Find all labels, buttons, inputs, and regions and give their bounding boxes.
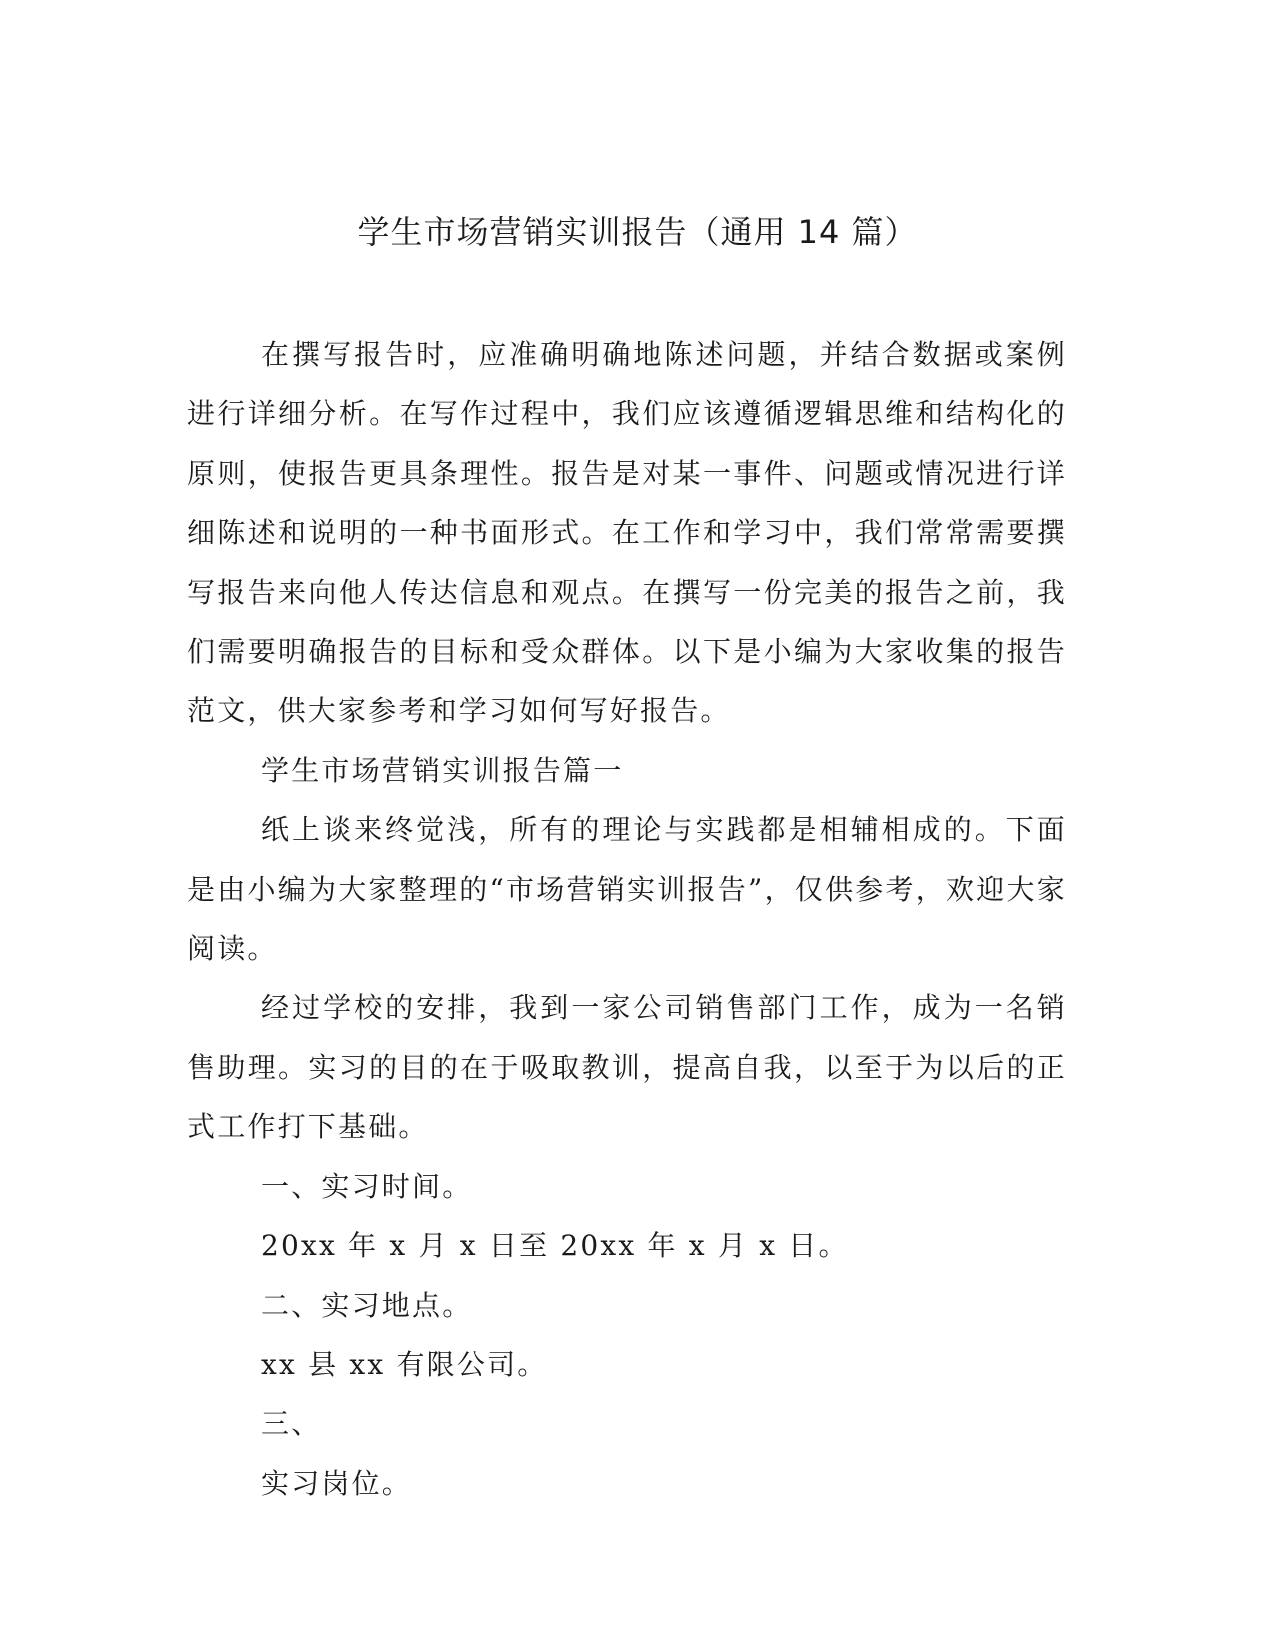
body-paragraph: 纸上谈来终觉浅，所有的理论与实践都是相辅相成的。下面是由小编为大家整理的“市场营销实训报告”，仅供参考，欢迎大家阅读。 bbox=[187, 813, 1067, 966]
intro-paragraph: 在撰写报告时，应准确明确地陈述问题，并结合数据或案例进行详细分析。在写作过程中，我们应该遵循逻辑思维和结构化的原则，使报告更具条理性。报告是对某一事件、问题或情况进行详细陈述和说明的一种书面形式。在工作和学习中，我们常常需要撰写报告来向他人传达信息和观点。在撰写一份完美的报告之前，我们需要明确报告的目标和受众群体。以下是小编为大家收集的报告范文，供大家参考和学习如何写好报告。 bbox=[187, 338, 1067, 728]
list-heading: 三、 bbox=[261, 1407, 322, 1441]
section-heading: 学生市场营销实训报告篇一 bbox=[261, 753, 624, 787]
list-heading: 一、实习时间。 bbox=[261, 1169, 473, 1203]
list-content: xx 县 xx 有限公司。 bbox=[261, 1347, 548, 1381]
body-paragraph: 经过学校的安排，我到一家公司销售部门工作，成为一名销售助理。实习的目的在于吸取教训，提高自我，以至于为以后的正式工作打下基础。 bbox=[187, 991, 1067, 1144]
document-body bbox=[187, 325, 1067, 1513]
list-heading: 二、实习地点。 bbox=[261, 1288, 473, 1322]
list-content: 20xx 年 x 月 x 日至 20xx 年 x 月 x 日。 bbox=[261, 1229, 849, 1263]
document-title: 学生市场营销实训报告（通用 14 篇） bbox=[357, 213, 918, 251]
list-content: 实习岗位。 bbox=[261, 1466, 413, 1500]
